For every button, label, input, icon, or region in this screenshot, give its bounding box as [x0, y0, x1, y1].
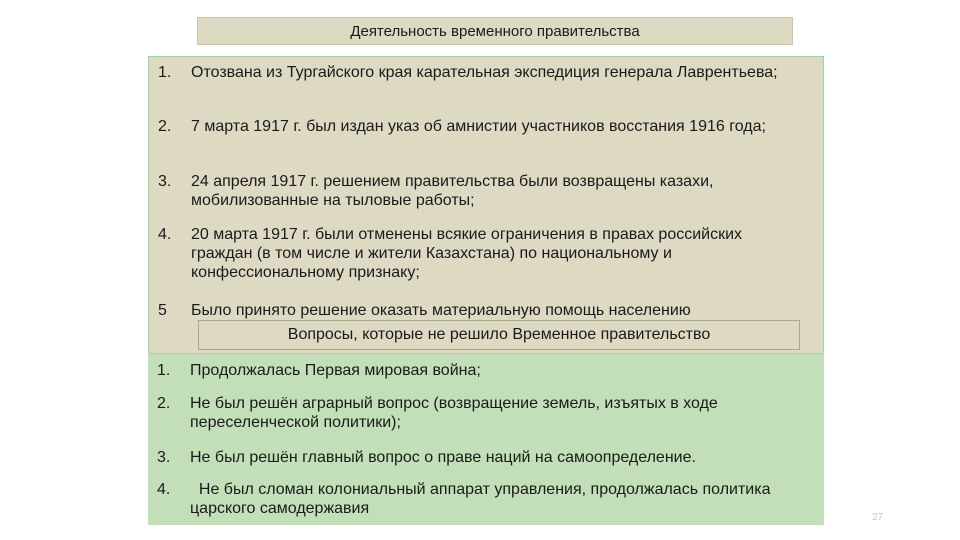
item-text: Продолжалась Первая мировая война; [190, 362, 481, 379]
item-number: 4. [157, 481, 171, 498]
unresolved-list [148, 354, 824, 525]
item-number: 2. [158, 118, 172, 135]
item-number: 2. [157, 395, 171, 412]
item-number: 3. [157, 449, 171, 466]
activities-list [148, 56, 824, 354]
item-number: 1. [157, 362, 171, 379]
item-number: 4. [158, 226, 172, 243]
item-text: Не был сломан колониальный аппарат управления, продолжалась политика царского самодержавия [190, 481, 775, 517]
item-text: 7 марта 1917 г. был издан указ об амнистии участников восстания 1916 года; [191, 118, 766, 135]
slide-title-text: Деятельность временного правительства [350, 22, 640, 40]
slide-title [197, 17, 793, 45]
item-text: Не был решён главный вопрос о праве наций на самоопределение. [190, 449, 696, 466]
item-text: Не был решён аграрный вопрос (возвращение земель, изъятых в ходе переселенческой политики); [190, 395, 718, 431]
item-text: 24 апреля 1917 г. решением правительства были возвращены казахи, мобилизованные на тыловые работы; [191, 173, 714, 209]
item-number: 3. [158, 173, 172, 190]
unresolved-title-text: Вопросы, которые не решило Временное правительство [287, 326, 711, 343]
unresolved-title [198, 320, 800, 350]
item-text: Отозвана из Тургайского края карательная экспедиция генерала Лаврентьева; [191, 64, 778, 81]
item-number: 1. [158, 64, 172, 81]
item-text: Было принято решение оказать материальную помощь населению [191, 302, 691, 319]
item-number: 5 [158, 302, 167, 319]
page-number: 27 [872, 512, 884, 523]
item-text: 20 марта 1917 г. были отменены всякие ограничения в правах российских граждан (в том числе и жители Казахстана) по национальному и конфессиональному признаку; [191, 226, 743, 281]
